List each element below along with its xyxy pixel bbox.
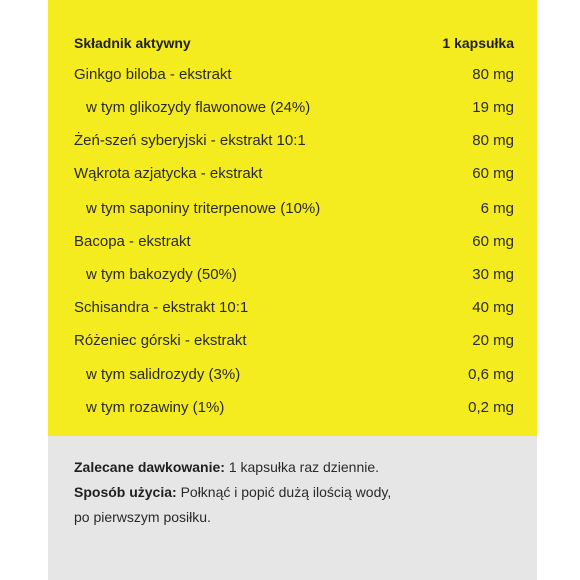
table-row: [48, 96, 537, 120]
ingredient-amount: 60 mg: [472, 165, 514, 182]
ingredients-table: [48, 0, 537, 436]
table-header: [48, 31, 537, 55]
ingredient-name: Różeniec górski - ekstrakt: [74, 332, 247, 349]
ingredient-amount: 30 mg: [472, 266, 514, 283]
header-amount: 1 kapsułka: [442, 35, 514, 51]
ingredient-name: Bacopa - ekstrakt: [74, 233, 191, 250]
usage-notes: [74, 455, 514, 530]
table-row: [48, 162, 537, 186]
ingredient-amount: 0,6 mg: [468, 366, 514, 383]
supplement-facts-panel: [48, 0, 537, 580]
ingredient-name: w tym bakozydy (50%): [86, 266, 237, 283]
ingredient-name: w tym rozawiny (1%): [86, 399, 225, 416]
ingredient-name: w tym glikozydy flawonowe (24%): [86, 99, 311, 116]
ingredient-amount: 0,2 mg: [468, 399, 514, 416]
ingredient-amount: 6 mg: [480, 200, 514, 217]
header-ingredient: Składnik aktywny: [74, 35, 191, 51]
ingredient-name: Wąkrota azjatycka - ekstrakt: [74, 165, 263, 182]
ingredient-amount: 60 mg: [472, 233, 514, 250]
table-row: [48, 63, 537, 87]
dosage-label: Zalecane dawkowanie:: [74, 459, 225, 475]
usage-line-2: po pierwszym posiłku.: [74, 509, 211, 525]
dosage-text: 1 kapsułka raz dziennie.: [224, 459, 380, 475]
ingredient-name: Schisandra - ekstrakt 10:1: [74, 299, 249, 316]
ingredient-amount: 80 mg: [472, 66, 514, 83]
ingredient-amount: 20 mg: [472, 332, 514, 349]
table-row: [48, 396, 537, 420]
ingredient-name: w tym salidrozydy (3%): [86, 366, 241, 383]
dosage-line: [74, 455, 514, 480]
table-row: [48, 329, 537, 353]
table-row: [48, 129, 537, 153]
ingredient-name: w tym saponiny triterpenowe (10%): [86, 200, 321, 217]
ingredient-name: Ginkgo biloba - ekstrakt: [74, 66, 232, 83]
usage-label: Sposób użycia:: [74, 484, 177, 500]
table-row: [48, 230, 537, 254]
table-row: [48, 296, 537, 320]
usage-line: [74, 480, 514, 505]
ingredient-amount: 80 mg: [472, 132, 514, 149]
ingredient-amount: 19 mg: [472, 99, 514, 116]
ingredient-amount: 40 mg: [472, 299, 514, 316]
table-row: [48, 263, 537, 287]
table-row: [48, 197, 537, 221]
table-row: [48, 363, 537, 387]
ingredient-name: Żeń-szeń syberyjski - ekstrakt 10:1: [74, 132, 306, 149]
usage-text: Połknąć i popić dużą ilością wody,: [176, 484, 392, 500]
